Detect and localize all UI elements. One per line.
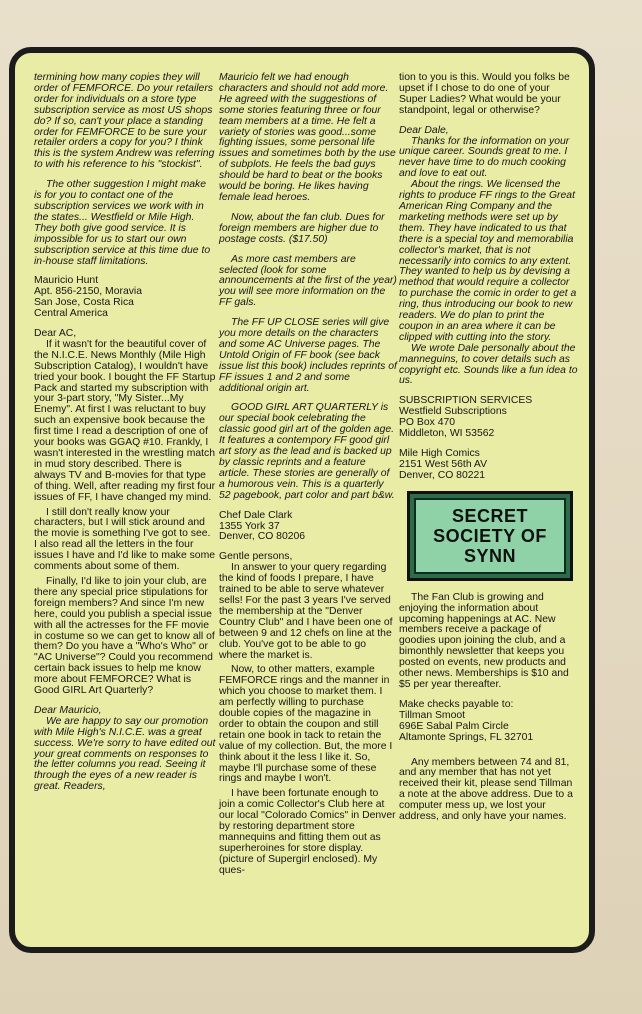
address-line: Mauricio Hunt bbox=[34, 275, 99, 287]
closing-paragraph: Any members between 74 and 81, and any member that has not yet received their kit, please send Tillman a note at the above address. Due to a computer mess up, we lost your address, and only have your names. bbox=[399, 756, 573, 823]
reply-paragraph: As more cast members are selected (look for some announcements at the first of the year) you will see more information on the FF gals. bbox=[219, 253, 397, 309]
address-line: Apt. 856-2150, Moravia bbox=[34, 286, 143, 298]
logo-inner bbox=[414, 498, 566, 574]
letter-paragraph: Now, to other matters, example FEMFORCE rings and the manner in which you choose to market them. I am perfectly willing to purchase double copies of the magazine in order to obtain the coupon and still retain one book in tack to retain the value of my collection. But, the more I think about it the less I like it. So, maybe I'll purchase some of these rings and maybe I won't. bbox=[219, 664, 393, 785]
address-dale bbox=[219, 511, 397, 544]
column-1 bbox=[34, 73, 216, 802]
address-line: Central America bbox=[34, 308, 108, 320]
reply-paragraph: We are happy to say our promotion with Mile High's N.I.C.E. was a great success. We're sorry to have edited out your great comments on responses to the letter columns you read. Seeing it through the eyes of a new reader is great. Readers, bbox=[34, 715, 216, 793]
logo-line: SOCIETY OF bbox=[433, 525, 547, 546]
letter-paragraph: In answer to your query regarding the kind of foods I prepare, I have trained to be able to serve whatever sells! For the past 3 years I've served the membership at the "Denver Country Club" and I have been one of between 9 and 12 chefs on line at the club. You've got to be able to go where the market is. bbox=[219, 562, 393, 661]
checks-payable-address bbox=[399, 700, 579, 744]
reply-paragraph: termining how many copies they will order of FEMFORCE. Do your retailers order for individuals on a store type subscription service as most US shops do? If so, can't your place a standing order for FEMFORCE to be sure your retailer orders a copy for you? I think this is the system Andrew was referring to with his reference to his "stockist". bbox=[34, 72, 215, 171]
reply-paragraph: GOOD GIRL ART QUARTERLY is our special book celebrating the classic good girl art of the golden age. It features a contempory FF good girl art story as the lead and is backed up by classic reprints and a feature article. These stories are generally of a humorous vein. This is a quarterly 52 pagebook, part color and part b&w. bbox=[219, 402, 395, 501]
address-line: Tillman Smoot bbox=[399, 709, 466, 721]
reply-paragraph: Thanks for the information on your unique career. Sounds great to me. I never have time to do much cooking and love to eat out. bbox=[399, 135, 570, 180]
address-line: SUBSCRIPTION SERVICES bbox=[399, 395, 533, 407]
address-line: PO Box 470 bbox=[399, 417, 456, 429]
address-line: Denver, CO 80221 bbox=[399, 469, 486, 481]
address-mauricio bbox=[34, 276, 216, 320]
address-line: Altamonte Springs, FL 32701 bbox=[399, 731, 534, 743]
club-paragraph: The Fan Club is growing and enjoying the information about upcoming happenings at AC. New members receive a package of goodies upon joining the club, and a bimonthly newsletter that keeps you posted on events, new products and other news. Memberships is $10 and $5 per year thereafter. bbox=[399, 591, 569, 690]
reply-paragraph: The other suggestion I might make is for you to contact one of the subscription services we work with in the states... Westfield or Mile High. They both give good service. It is impossible for us to start our own subscription service at this time due to in-house staff limitations. bbox=[34, 179, 211, 267]
address-line: 696E Sabal Palm Circle bbox=[399, 720, 509, 732]
secret-society-of-synn-logo bbox=[407, 491, 573, 581]
address-line: 1355 York 37 bbox=[219, 520, 280, 532]
address-line: Make checks payable to: bbox=[399, 698, 514, 710]
address-line: Denver, CO 80206 bbox=[219, 531, 306, 543]
letter-paragraph: Finally, I'd like to join your club, are there any special price stipulations for foreign members? And since I'm new here, could you publish a special issue with all the actresses for the FF movie in costume so we can get to know all of them? Do you have a "Who's Who" or "AC Universe"? Could you recommend certain back issues to help me know more about FEMFORCE? What is Good GIRL Art Quarterly? bbox=[34, 575, 215, 697]
column-3 bbox=[399, 73, 579, 832]
address-line: 2151 West 56th AV bbox=[399, 458, 487, 470]
address-line: Chef Dale Clark bbox=[219, 509, 293, 521]
letter-paragraph: If it wasn't for the beautiful cover of the N.I.C.E. News Monthly (Mile High Subscription Catalog), I wouldn't have tried your book. I bought the FF Startup Pack and started my subscription with your 3-part story, "My Sister...My Enemy". At first I was reluctant to buy such an expensive book because the first time I read a description of one of your books was GGAQ #10. Frankly, I wasn't interested in the wrestling match in mud story described. There is always TV and B-movies for that type of thing. Well, after reading my first four issues of FF, I have changed my mind. bbox=[34, 338, 216, 503]
address-line: San Jose, Costa Rica bbox=[34, 297, 134, 309]
letter-salutation: Dear AC, bbox=[34, 328, 77, 340]
reply-paragraph: Now, about the fan club. Dues for foreign members are higher due to postage costs. ($17.50) bbox=[219, 211, 385, 245]
letter-paragraph: tion to you is this. Would you folks be upset if I chose to do one of your Super Ladies? What would be your standpoint, legal or otherwise? bbox=[399, 72, 570, 116]
column-2 bbox=[219, 73, 397, 886]
letter-salutation: Gentle persons, bbox=[219, 551, 293, 563]
address-line: Westfield Subscriptions bbox=[399, 406, 507, 418]
mile-high-address bbox=[399, 449, 579, 482]
logo-line: SECRET bbox=[451, 505, 528, 526]
letter-paragraph: I still don't really know your characters, but I will stick around and the movie is something I've got to see. I also read all the letters in the four issues I have and I'd like to make some comments about some of them. bbox=[34, 506, 216, 573]
address-line: Mile High Comics bbox=[399, 448, 480, 459]
reply-paragraph: We wrote Dale personally about the manneguins, to cover details such as copyright etc. Sounds like a fun idea to us. bbox=[399, 342, 578, 387]
letter-paragraph: I have been fortunate enough to join a comic Collector's Club here at our local "Colorado Comics" in Denver by restoring department store mannequins and fitting them out as superheroines for store display. (picture of Supergirl enclosed). My ques- bbox=[219, 788, 396, 876]
reply-salutation: Dear Dale, bbox=[399, 124, 449, 136]
reply-paragraph: The FF UP CLOSE series will give you more details on the characters and some AC Universe pages. The Untold Origin of FF book (see back issue list this book) includes reprints of FF issues 1 and 2 and some additional origin art. bbox=[219, 317, 397, 394]
letters-panel bbox=[9, 47, 595, 953]
reply-paragraph: About the rings. We licensed the rights to produce FF rings to the Great American Ring Company and the marketing methods were set up by them. They have indicated to us that there is a special toy and memorabilia collector's market, that is not necessarily into comics to any extent. They wanted to help us by devising a method that would require a collector to purchase the comic in order to get a ring, thus introducing our book to new readers. We do plan to print the coupon in an area where it can be clipped with cutting into the story. bbox=[399, 179, 577, 343]
subscription-services-address bbox=[399, 396, 579, 440]
reply-salutation: Dear Mauricio, bbox=[34, 704, 102, 716]
address-line: Middleton, WI 53562 bbox=[399, 428, 495, 440]
logo-line: SYNN bbox=[463, 545, 516, 566]
reply-paragraph: Mauricio felt we had enough characters and should not add more. He agreed with the suggestions of some stories featuring three or four team members at a time. He felt a variety of stories was good...some fighting issues, some personal life issues and sometimes both by the use of subplots. He feels the bad guys should be hard to beat or the books would be boring. He likes having female lead heroes. bbox=[219, 72, 396, 203]
